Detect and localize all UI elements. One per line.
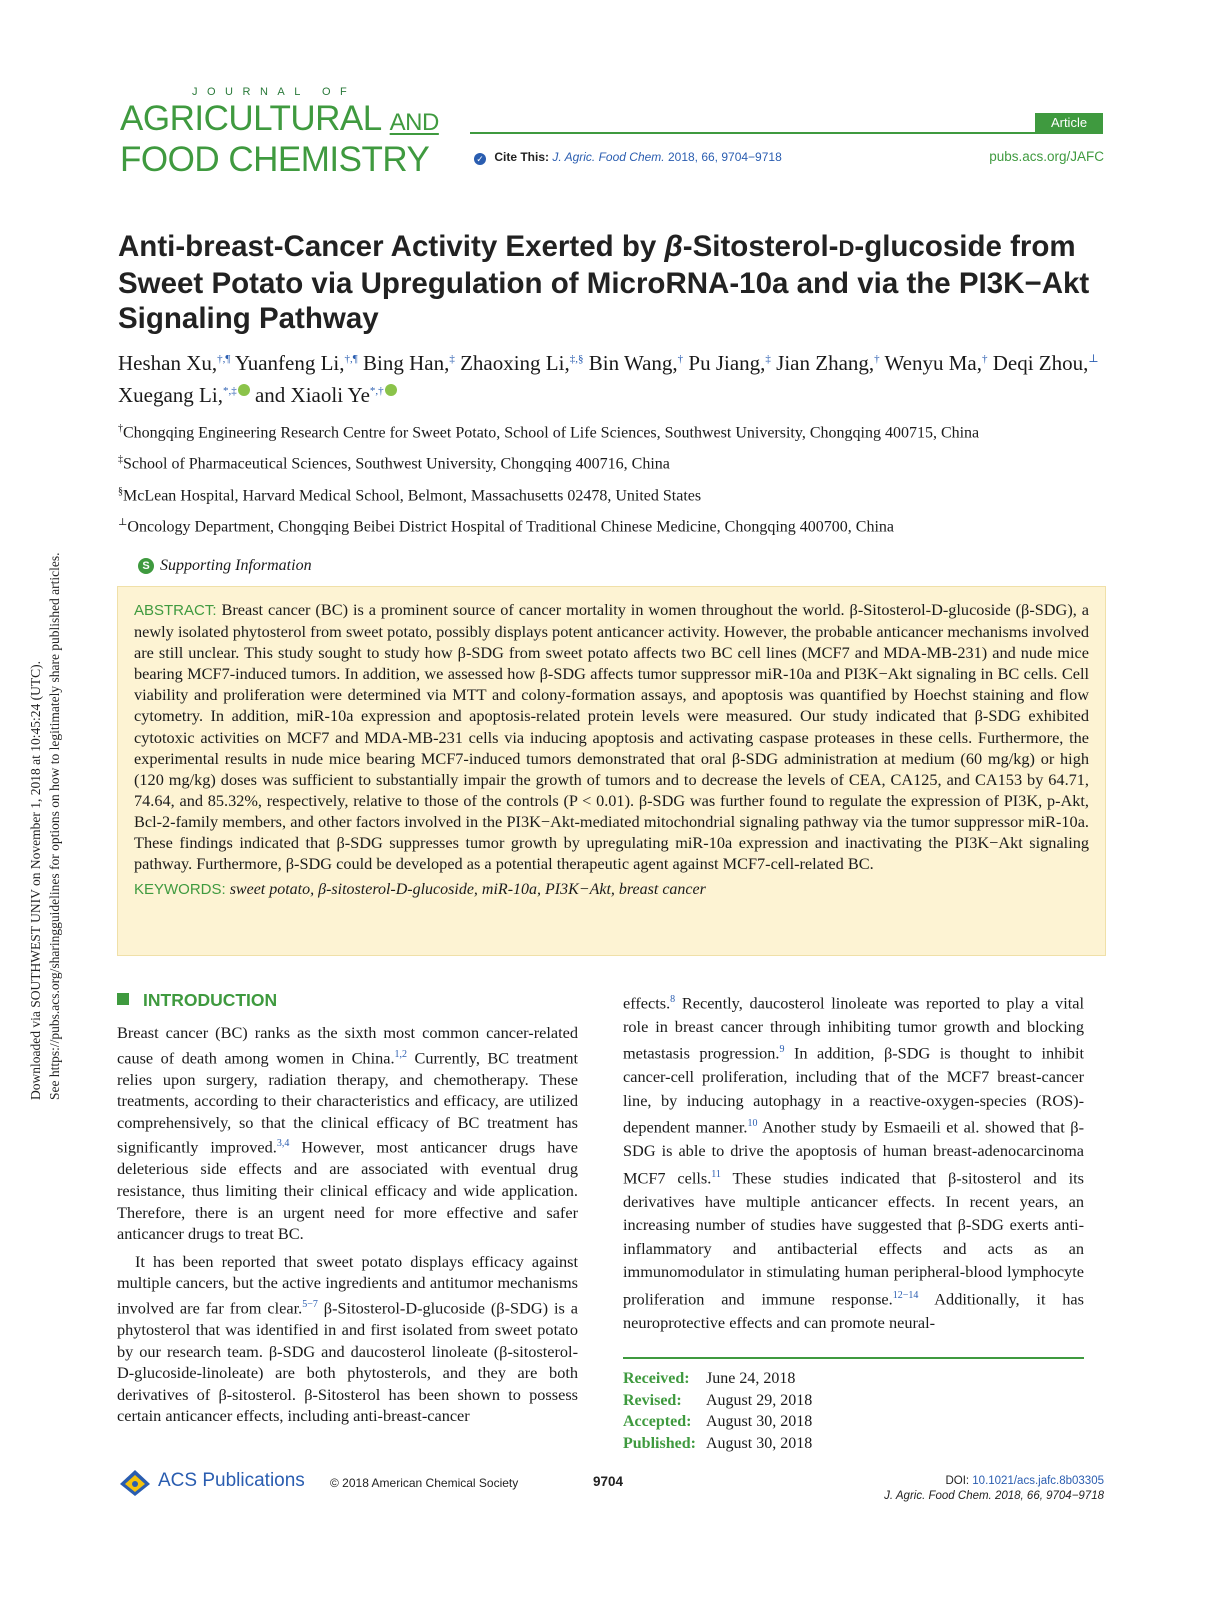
author[interactable] — [118, 351, 230, 375]
article-type-badge: Article — [1035, 113, 1103, 133]
cite-label: Cite This: — [494, 150, 550, 164]
supporting-info-icon: S — [138, 558, 154, 574]
orcid-icon[interactable] — [385, 384, 397, 396]
intro-r4: Another study by Esmaeili et al. showed that β-SDG is able to drive the apoptosis of human breast-adenocarcinoma MCF7 cells. — [623, 1117, 1084, 1188]
author-name: Yuanfeng Li, — [234, 351, 345, 375]
intro-p2-b: β-Sitosterol-D-glucoside (β-SDG) is a phytosterol that was identified in and first isolated from sweet potato by our research team. β-SDG and daucosterol linoleate (β-sitosterol-D-glucoside-linoleate) are both phytosterols, and they are both derivatives of β-sitosterol. β-Sitosterol has been shown to possess certain anticancer effects, including anti-breast-cancer — [117, 1298, 578, 1426]
ref-link[interactable]: 10 — [747, 1118, 758, 1130]
affiliation — [118, 512, 1108, 537]
ref-link[interactable]: 5−7 — [302, 1298, 318, 1310]
logo-agricultural-word: AGRICULTURAL — [120, 99, 381, 138]
doi-block — [884, 1474, 1104, 1504]
footer-citation: J. Agric. Food Chem. 2018, 66, 9704−9718 — [884, 1490, 1104, 1502]
dates-rule — [623, 1357, 1084, 1359]
check-icon: ✓ — [474, 153, 486, 165]
logo-journal-of: JOURNAL OF — [192, 86, 357, 98]
ref-link[interactable]: 1,2 — [394, 1048, 408, 1060]
affiliation-mark: § — [118, 485, 123, 497]
copyright: © 2018 American Chemical Society — [330, 1476, 519, 1490]
keywords-text: sweet potato, β-sitosterol-D-glucoside, miR-10a, PI3K−Akt, breast cancer — [229, 881, 706, 899]
ref-link[interactable]: 12−14 — [892, 1289, 919, 1301]
logo-food-chemistry: FOOD CHEMISTRY — [120, 140, 430, 179]
author-affiliation-mark: †,¶ — [217, 353, 231, 365]
author-affiliation-mark: ⊥ — [1088, 353, 1099, 365]
supporting-info-label[interactable]: Supporting Information — [160, 557, 312, 574]
section-heading-introduction — [117, 990, 578, 1011]
intro-paragraph-1 — [117, 1022, 578, 1245]
author-affiliation-mark: † — [874, 353, 880, 365]
affiliation-text: Oncology Department, Chongqing Beibei District Hospital of Traditional Chinese Medicine, Chongqing 400700, China — [127, 518, 894, 536]
abstract-text: Breast cancer (BC) is a prominent source of cancer mortality in women throughout the world. β-Sitosterol-D-glucoside (β-SDG), a newly isolated phytosterol from sweet potato, possibly displays potent anticancer activity. However, the probable anticancer mechanisms involved are still unclear. This study sought to study how β-SDG from sweet potato affects two BC cell lines (MCF7 and MDA-MB-231) and nude mice bearing MCF7-induced tumors. In addition, we assessed how β-SDG affects tumor suppressor miR-10a and PI3K−Akt signaling in BC cells. Cell viability and proliferation were determined via MTT and colony-formation assays, and apoptosis was quantified by Hoechst staining and flow cytometry. In addition, miR-10a expression and apoptosis-related protein levels were measured. Our study indicated that β-SDG exhibited cytotoxic activities on MCF7 and MDA-MB-231 cells via inducing apoptosis and activating caspase proteases in these cells. Furthermore, the experimental results in nude mice bearing MCF7-induced tumors demonstrated that oral β-SDG administration at medium (60 mg/kg) or high (120 mg/kg) doses was sufficient to substantially impair the growth of tumors and to decrease the levels of CEA, CA125, and CA153 by 64.71, 74.64, and 85.32%, respectively, relative to those of the controls (P < 0.01). β-SDG was further found to regulate the expression of PI3K, p-Akt, Bcl-2-family members, and other factors involved in the PI3K−Akt-mediated mitochondrial signaling pathway via the tumor suppressor miR-10a. These findings indicated that β-SDG suppresses tumor growth by upregulating miR-10a expression and inactivating the PI3K−Akt signaling pathway. Furthermore, β-SDG could be developed as a potential therapeutic agent against MCF7-cell-related BC. — [134, 600, 1089, 874]
affiliation-text: Chongqing Engineering Research Centre for Sweet Potato, School of Life Sciences, Southwest University, Chongqing 400715, China — [123, 424, 980, 442]
orcid-icon[interactable] — [238, 384, 250, 396]
affiliation-mark: † — [118, 423, 123, 434]
author[interactable] — [118, 383, 250, 407]
author[interactable] — [255, 383, 397, 407]
header-rule — [470, 132, 1103, 134]
author-affiliation-mark: *,† — [369, 385, 384, 397]
ref-link[interactable]: 3,4 — [276, 1138, 290, 1150]
cite-journal: J. Agric. Food Chem. — [552, 150, 665, 164]
author[interactable] — [688, 351, 771, 375]
journal-logo[interactable] — [120, 86, 440, 178]
intro-r3: In addition, β-SDG is thought to inhibit cancer-cell proliferation, including that of the MCF7 breast-cancer line, by inducing autophagy in a reactive-oxygen-species (ROS)-dependent manner. — [623, 1043, 1084, 1137]
author[interactable] — [235, 351, 358, 375]
date-value: August 29, 2018 — [706, 1391, 813, 1409]
right-column — [623, 988, 1084, 1334]
author-name: Bin Wang, — [588, 351, 678, 375]
logo-agricultural — [120, 100, 440, 141]
date-row — [623, 1368, 812, 1390]
author-affiliation-mark: † — [981, 353, 988, 365]
author-name: Wenyu Ma, — [884, 351, 982, 375]
date-label: Received: — [623, 1370, 690, 1387]
author-name: Zhaoxing Li, — [460, 351, 570, 375]
intro-p1-c: However, most anticancer drugs have deleterious side effects and are associated with eventual drug resistance, thus limiting their clinical efficacy and wide application. Therefore, there is an urgent need for more effective and safer anticancer drugs to treat BC. — [117, 1137, 578, 1244]
keywords-label: KEYWORDS: — [134, 881, 226, 899]
author-name: Deqi Zhou, — [992, 351, 1089, 375]
acs-logo-icon — [118, 1468, 152, 1498]
ref-link[interactable]: 11 — [711, 1168, 721, 1180]
author[interactable] — [460, 351, 583, 375]
date-value: August 30, 2018 — [706, 1413, 813, 1430]
intro-p2-a: It has been reported that sweet potato displays efficacy against multiple cancers, but the active ingredients and antitumor mechanisms involved are far from clear. — [117, 1251, 578, 1318]
doi-link[interactable]: 10.1021/acs.jafc.8b03305 — [972, 1475, 1104, 1487]
page-number: 9704 — [593, 1474, 624, 1489]
date-label: Accepted: — [623, 1413, 692, 1430]
author[interactable] — [589, 351, 683, 375]
abstract-box — [117, 586, 1106, 956]
author-affiliation-mark: *,‡ — [222, 385, 237, 397]
logo-and: AND — [389, 109, 439, 136]
page-footer — [0, 1464, 1222, 1504]
affiliation-mark: ‡ — [118, 454, 123, 466]
journal-url[interactable]: pubs.acs.org/JAFC — [989, 149, 1104, 164]
supporting-information[interactable] — [138, 557, 312, 575]
author-name: Jian Zhang, — [776, 351, 875, 375]
author-affiliation-mark: †,¶ — [344, 353, 358, 365]
author-name: Bing Han, — [363, 351, 450, 375]
author-name: Xuegang Li, — [118, 383, 223, 407]
author-list — [118, 345, 1108, 409]
abstract — [134, 599, 1089, 874]
date-value: August 30, 2018 — [706, 1434, 813, 1452]
author[interactable] — [363, 351, 455, 375]
author-name: Heshan Xu, — [118, 351, 218, 375]
doi-label: DOI: — [945, 1475, 973, 1487]
cite-volume: 2018, 66, 9704−9718 — [667, 150, 782, 164]
affiliation-mark: ⊥ — [118, 516, 128, 528]
acs-publications[interactable]: ACS Publications — [158, 1470, 305, 1491]
download-notice — [6, 480, 62, 1100]
date-row — [623, 1411, 812, 1433]
affiliation — [118, 418, 1108, 443]
keywords — [134, 881, 1089, 899]
publication-dates — [623, 1368, 812, 1454]
intro-r5: These studies indicated that β-sitosterol and its derivatives have multiple anticancer effects. In recent years, an increasing number of studies have suggested that β-SDG exerts anti-inflammatory and antibacterial effects and acts as an immunomodulator in stimulating human peripheral-blood lymphocyte proliferation and immune response. — [623, 1168, 1084, 1309]
author[interactable] — [776, 351, 879, 375]
author[interactable] — [885, 351, 988, 375]
affiliations — [118, 418, 1108, 543]
intro-r1: effects. — [623, 993, 671, 1013]
sharing-guidelines-line[interactable]: See https://pubs.acs.org/sharingguidelines for options on how to legitimately share published articles. — [47, 552, 62, 1100]
download-line: Downloaded via SOUTHWEST UNIV on November 1, 2018 at 10:45:24 (UTC). — [28, 661, 43, 1100]
paper-title: Anti-breast-Cancer Activity Exerted by β-Sitosterol-D-glucoside from Sweet Potato via Upregulation of MicroRNA-10a and via the PI3K−Akt Signaling Pathway — [118, 230, 1090, 335]
cite-reference[interactable] — [552, 150, 781, 164]
date-row — [623, 1433, 812, 1455]
affiliation — [118, 481, 1108, 506]
intro-paragraph-2-continued — [623, 988, 1084, 1334]
intro-r2: Recently, daucosterol linoleate was reported to play a vital role in breast cancer through inhibiting tumor growth and blocking metastasis progression. — [623, 993, 1084, 1063]
intro-r6: Additionally, it has neuroprotective effects and can promote neural- — [623, 1289, 1084, 1332]
author-name: Pu Jiang, — [688, 351, 766, 375]
affiliation-text: McLean Hospital, Harvard Medical School, Belmont, Massachusetts 02478, United States — [123, 486, 702, 504]
affiliation-text: School of Pharmaceutical Sciences, Southwest University, Chongqing 400716, China — [123, 455, 670, 473]
intro-p1-b: Currently, BC treatment relies upon surgery, radiation therapy, and chemotherapy. These treatments, according to their characteristics and efficacy, are utilized comprehensively, so that the clinical efficacy of BC treatment has significantly improved. — [117, 1048, 578, 1157]
date-label: Published: — [623, 1434, 696, 1452]
ref-link[interactable]: 8 — [670, 994, 676, 1005]
author-affiliation-mark: ‡ — [765, 353, 771, 365]
intro-p1-a: Breast cancer (BC) ranks as the sixth most common cancer-related cause of death among women in China. — [117, 1023, 578, 1068]
author-affiliation-mark: ‡ — [449, 353, 455, 365]
ref-link[interactable]: 9 — [779, 1044, 785, 1056]
author[interactable] — [993, 351, 1099, 375]
affiliation — [118, 449, 1108, 474]
date-row — [623, 1390, 812, 1412]
abstract-label: ABSTRACT: — [134, 602, 217, 619]
section-square-icon — [117, 993, 129, 1005]
left-column — [117, 988, 578, 1427]
author-name: and Xiaoli Ye — [254, 383, 370, 407]
date-value: June 24, 2018 — [706, 1370, 796, 1387]
author-affiliation-mark: ‡,§ — [569, 353, 584, 365]
intro-paragraph-2 — [117, 1251, 578, 1427]
intro-heading-text: INTRODUCTION — [143, 990, 278, 1010]
date-label: Revised: — [623, 1391, 682, 1409]
cite-this[interactable] — [474, 150, 782, 165]
author-affiliation-mark: † — [677, 353, 684, 365]
